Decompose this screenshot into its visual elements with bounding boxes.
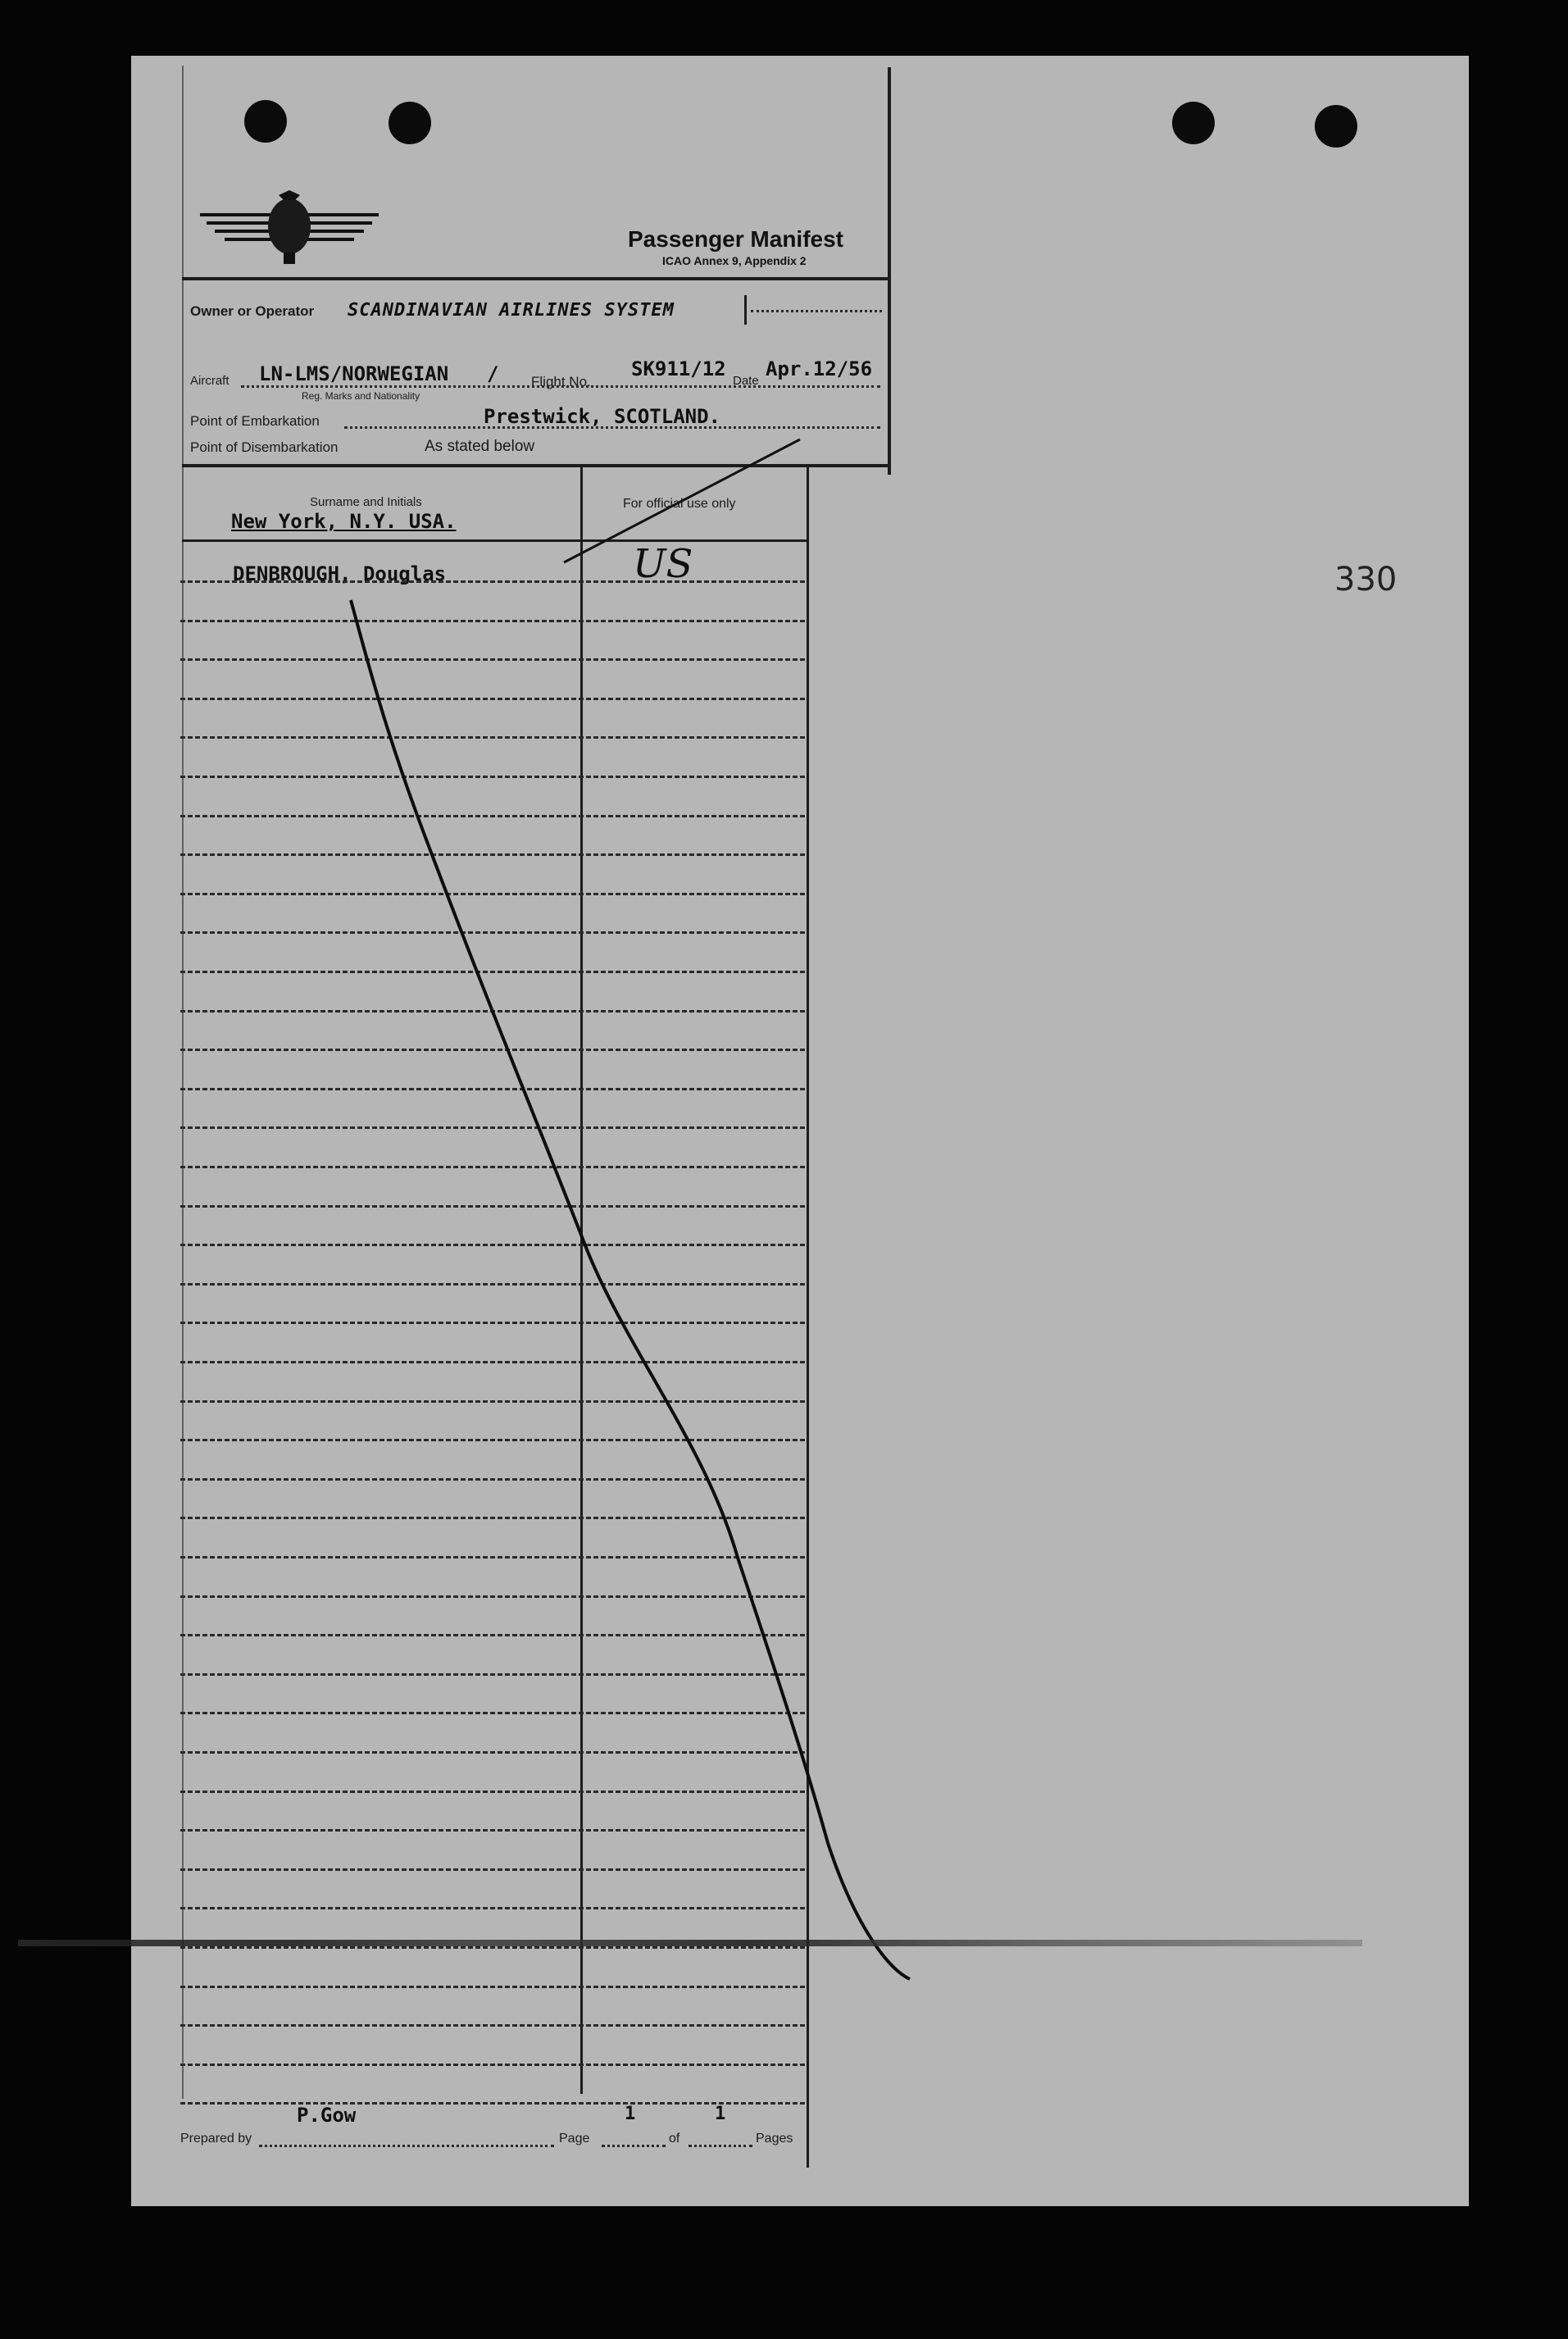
archive-number: 330: [1334, 561, 1398, 598]
official-use-column-header: For official use only: [623, 497, 736, 511]
aircraft-sublabel: Reg. Marks and Nationality: [302, 390, 420, 402]
prepared-by-label: Prepared by: [180, 2132, 252, 2146]
aircraft-label: Aircraft: [190, 374, 230, 388]
passenger-name: DENBROUGH, Douglas: [233, 562, 447, 585]
aircraft-slash: /: [487, 362, 499, 385]
date-value: Apr.12/56: [766, 357, 873, 380]
date-label: Date: [733, 374, 759, 388]
page-line: [602, 2145, 666, 2147]
page-label: Page: [559, 2132, 590, 2146]
prepared-by-line: [259, 2145, 554, 2147]
of-line: [689, 2145, 752, 2147]
destination-value: New York, N.Y. USA.: [231, 510, 457, 533]
pages-value: 1: [715, 2104, 726, 2124]
flight-value: SK911/12: [631, 357, 726, 380]
manifest-title: Passenger Manifest: [628, 226, 843, 252]
embarkation-label: Point of Embarkation: [190, 413, 320, 429]
disembarkation-value: As stated below: [425, 438, 535, 455]
owner-value: SCANDINAVIAN AIRLINES SYSTEM: [348, 300, 675, 321]
surname-column-header: Surname and Initials: [310, 495, 422, 509]
owner-label: Owner or Operator: [190, 303, 315, 319]
preparer-value: P.Gow: [297, 2104, 357, 2127]
aircraft-value: LN-LMS/NORWEGIAN: [259, 362, 449, 385]
manifest-subtitle: ICAO Annex 9, Appendix 2: [662, 254, 807, 267]
flight-label: Flight No.: [531, 374, 591, 389]
pages-label: Pages: [756, 2132, 793, 2146]
page-value: 1: [625, 2104, 636, 2124]
disembarkation-label: Point of Disembarkation: [190, 439, 339, 455]
embarkation-value: Prestwick, SCOTLAND.: [484, 405, 720, 428]
of-label: of: [669, 2132, 680, 2146]
scan-artifact-band: [18, 1940, 1362, 1946]
official-use-mark: US: [633, 541, 693, 587]
